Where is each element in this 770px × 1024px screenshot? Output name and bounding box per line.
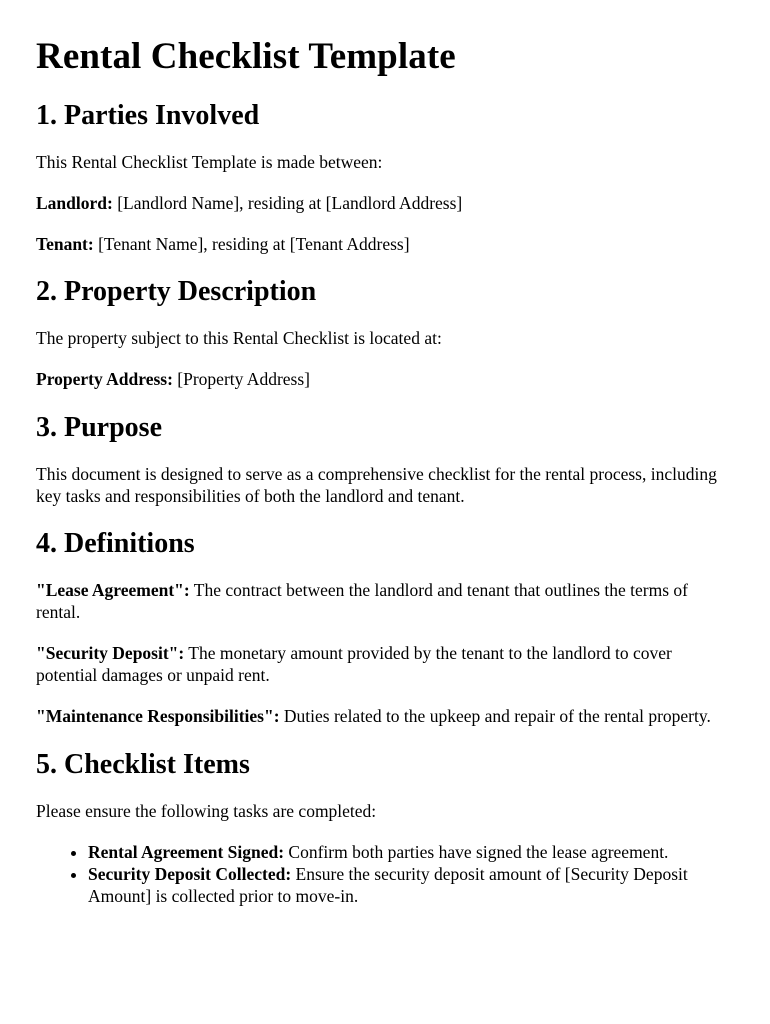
definition-item <box>36 642 734 686</box>
tenant-label: Tenant: <box>36 234 94 254</box>
landlord-line <box>36 192 734 214</box>
definition-item <box>36 705 734 727</box>
definition-term: "Lease Agreement": <box>36 580 190 600</box>
section-heading-parties: 1. Parties Involved <box>36 100 260 131</box>
section-heading-definitions: 4. Definitions <box>36 528 195 559</box>
parties-intro: This Rental Checklist Template is made between: <box>36 152 383 172</box>
property-intro: The property subject to this Rental Checklist is located at: <box>36 328 442 348</box>
checklist-list <box>36 841 734 907</box>
property-address-label: Property Address: <box>36 369 173 389</box>
definition-term: "Security Deposit": <box>36 643 185 663</box>
landlord-label: Landlord: <box>36 193 113 213</box>
checklist-item-text: Confirm both parties have signed the lease agreement. <box>284 842 669 862</box>
purpose-text: This document is designed to serve as a comprehensive checklist for the rental process, including key tasks and responsibilities of both the landlord and tenant. <box>36 464 717 506</box>
checklist-item-text: Ensure the security deposit amount of [Security Deposit Amount] is collected prior to move-in. <box>88 864 688 906</box>
definition-text: Duties related to the upkeep and repair of the rental property. <box>279 706 711 726</box>
section-heading-checklist: 5. Checklist Items <box>36 749 250 780</box>
checklist-item-label: Security Deposit Collected: <box>88 864 292 884</box>
property-address-text: [Property Address] <box>172 369 310 389</box>
document-title: Rental Checklist Template <box>36 36 456 77</box>
definition-text: The monetary amount provided by the tenant to the landlord to cover potential damages or unpaid rent. <box>36 643 672 685</box>
list-item <box>88 863 734 907</box>
section-heading-property: 2. Property Description <box>36 276 317 307</box>
definition-text: The contract between the landlord and tenant that outlines the terms of rental. <box>36 580 688 622</box>
definition-term: "Maintenance Responsibilities": <box>36 706 280 726</box>
checklist-item-label: Rental Agreement Signed: <box>88 842 285 862</box>
list-item <box>88 841 734 863</box>
definition-item <box>36 579 734 623</box>
section-heading-purpose: 3. Purpose <box>36 412 162 443</box>
tenant-line <box>36 233 734 255</box>
checklist-intro: Please ensure the following tasks are completed: <box>36 801 377 821</box>
tenant-text: [Tenant Name], residing at [Tenant Address] <box>93 234 410 254</box>
landlord-text: [Landlord Name], residing at [Landlord Address] <box>112 193 463 213</box>
property-address-line <box>36 368 734 390</box>
